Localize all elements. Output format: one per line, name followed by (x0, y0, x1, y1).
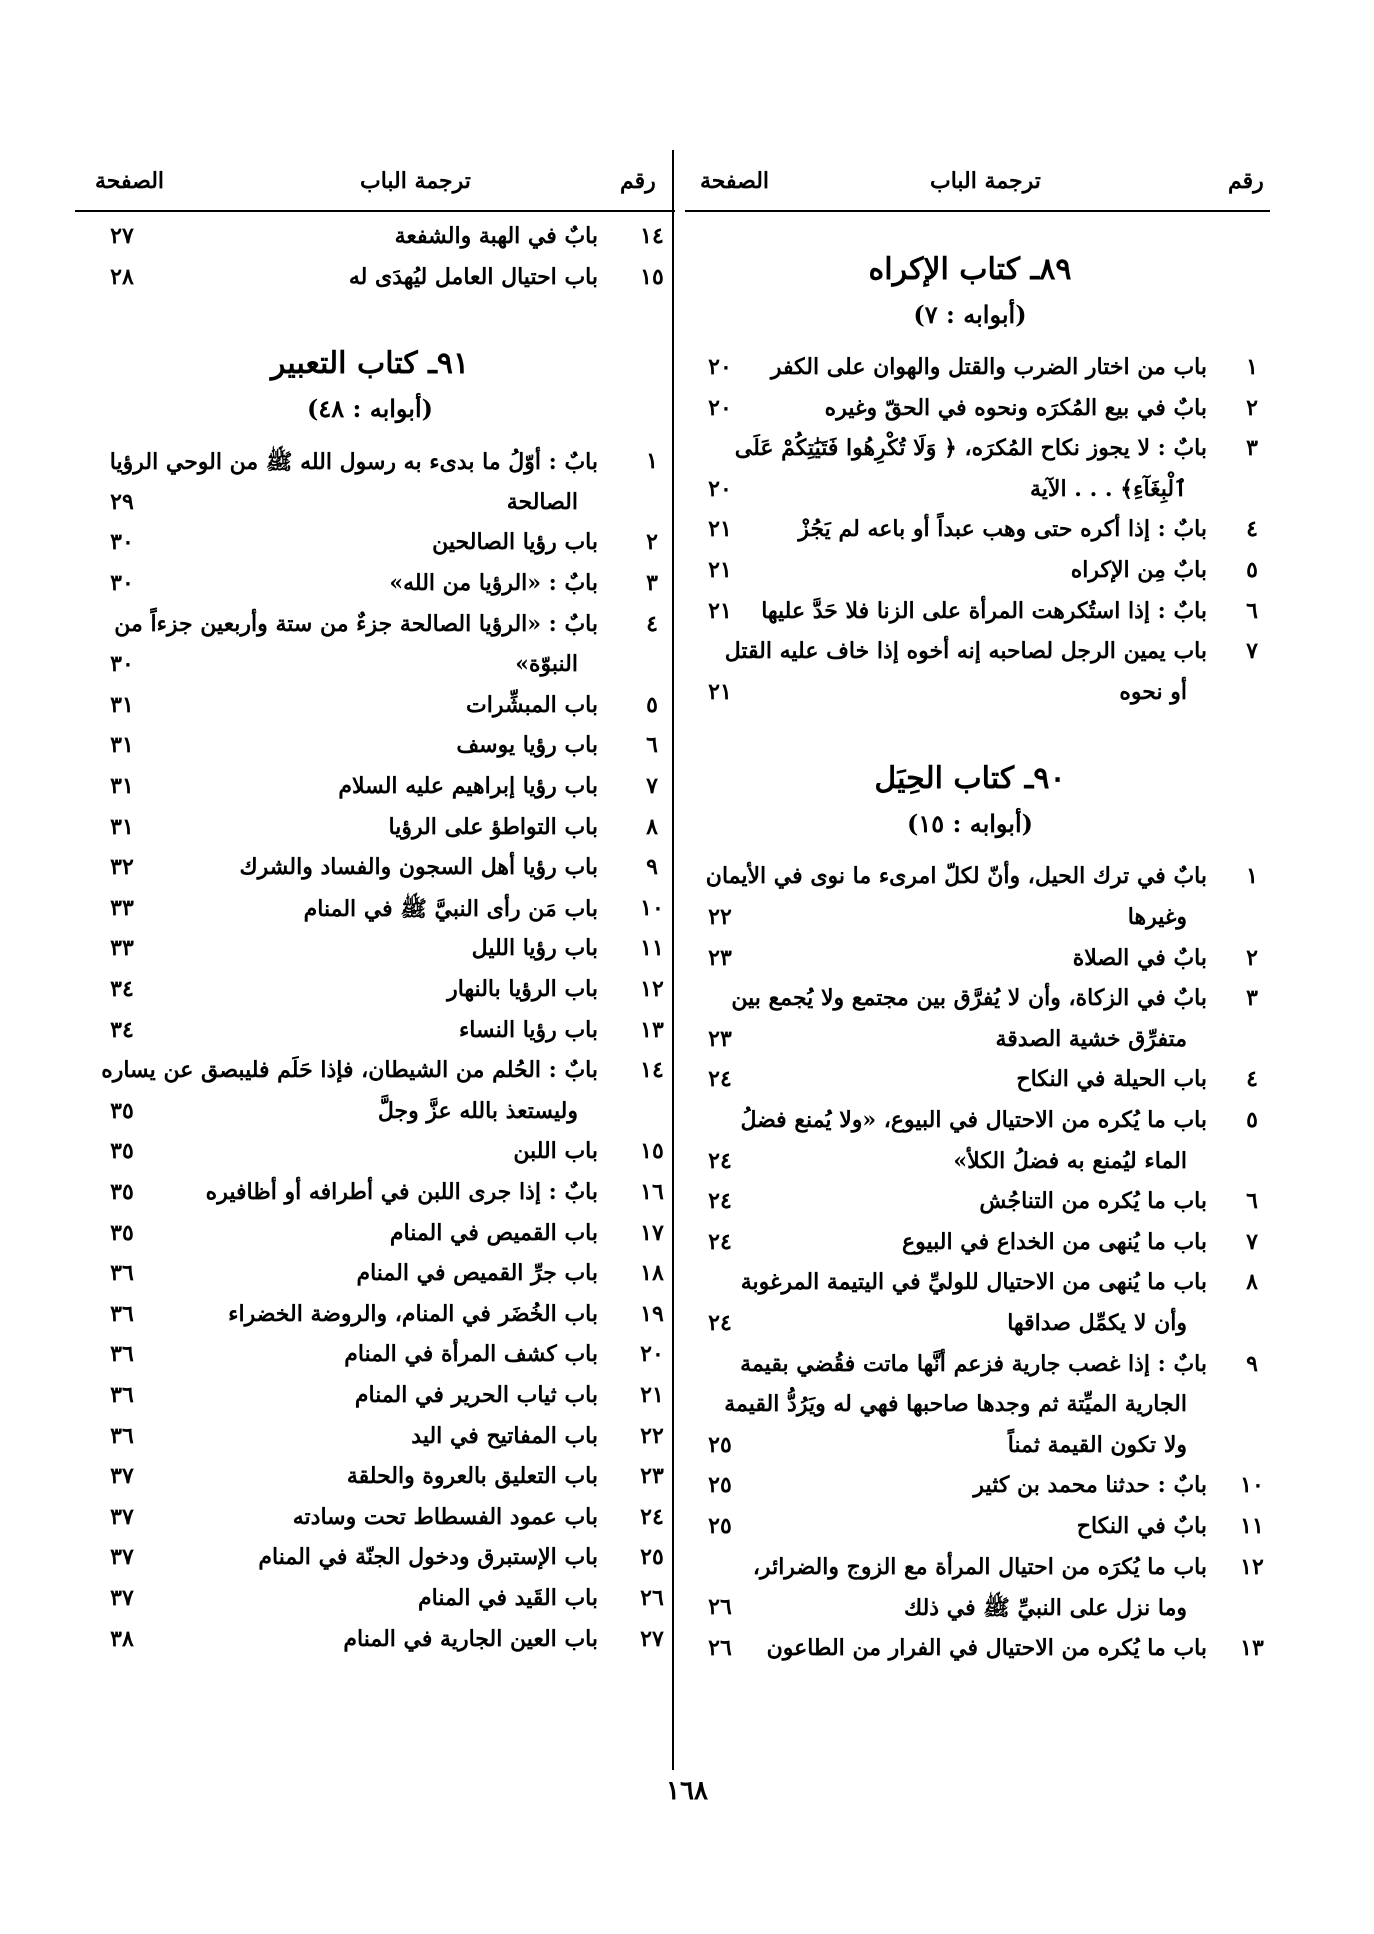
entry-page: ٢١ (708, 597, 732, 624)
entry-title: باب الخُضَر في المنام، والروضة الخضراء (228, 1300, 598, 1327)
entry-page: ٣٦ (110, 1300, 134, 1327)
entry-number: ١٣ (640, 1016, 664, 1043)
entry-number: ٢٦ (640, 1585, 664, 1611)
entry-title-continuation: أو نحوه (1119, 678, 1187, 705)
entry-page: ٢٩ (110, 488, 134, 515)
entry-page: ٢٠ (708, 354, 732, 380)
entry-page: ٢٨ (110, 263, 134, 290)
entry-number: ٣ (646, 570, 658, 596)
header-number-right: رقم (1228, 168, 1264, 194)
entry-number: ٤ (1246, 516, 1258, 543)
entry-title: باب مَن رأى النبيَّ ﷺ في المنام (303, 895, 598, 922)
entry-page: ٣٦ (110, 1422, 134, 1449)
entry-title: باب رؤيا أهل السجون والفساد والشرك (239, 854, 598, 881)
entry-number: ١٥ (640, 263, 664, 290)
entry-title: باب العين الجارية في المنام (343, 1625, 598, 1652)
entry-number: ٢٠ (640, 1341, 664, 1368)
entry-page: ٢٦ (708, 1634, 732, 1661)
entry-number: ٤ (646, 610, 658, 637)
entry-number: ١ (646, 448, 658, 475)
entry-page: ٢٣ (708, 944, 732, 971)
entry-number: ١ (1246, 863, 1258, 890)
header-number-left: رقم (620, 168, 656, 194)
entry-page: ٢٧ (110, 223, 134, 249)
entry-page: ٢٢ (708, 904, 732, 930)
entry-number: ٢ (1246, 944, 1258, 971)
entry-page: ٢٣ (708, 1025, 732, 1052)
page-number: ١٦٨ (666, 1776, 708, 1806)
entry-number: ٢١ (640, 1382, 664, 1408)
entry-number: ٢٧ (640, 1625, 664, 1652)
entry-page: ٣٠ (110, 570, 134, 596)
entry-title: باب القميص في المنام (389, 1219, 598, 1246)
entry-title: بابٌ : حدثنا محمد بن كثير (973, 1472, 1207, 1499)
entry-title: بابٌ في الزكاة، وأن لا يُفرَّق بين مجتمع ولا يُجمع بين (731, 985, 1207, 1012)
entry-number: ٨ (646, 813, 658, 840)
entry-page: ٢١ (708, 516, 732, 543)
entry-number: ٦ (1246, 1188, 1258, 1215)
entry-number: ٥ (646, 691, 658, 718)
entry-title: باب من اختار الضرب والقتل والهوان على الكفر (770, 354, 1207, 380)
entry-title-continuation: وأن لا يكمِّل صداقها (1007, 1310, 1187, 1336)
entry-number: ١ (1246, 354, 1258, 380)
entry-page: ٢٤ (708, 1066, 732, 1093)
entry-page: ٣٣ (110, 935, 134, 962)
entry-title: بابٌ في بيع المُكرَه ونحوه في الحقّ وغيره (824, 394, 1207, 421)
entry-title: باب الرؤيا بالنهار (447, 976, 598, 1002)
section-title: ٩١ـ كتاب التعبير (270, 346, 470, 382)
entry-page: ٣٧ (110, 1544, 134, 1571)
entry-number: ١٤ (640, 1057, 664, 1084)
entry-title: باب ما يُكره من الاحتيال في الفرار من الطاعون (766, 1634, 1207, 1661)
entry-page: ٣٤ (110, 1016, 134, 1043)
header-rule-right (685, 210, 1270, 212)
entry-title: بابٌ في ترك الحيل، وأنّ لكلّ امرىء ما نوى في الأيمان (705, 863, 1207, 890)
entry-title: بابٌ في النكاح (1076, 1513, 1207, 1539)
entry-title: باب عمود الفسطاط تحت وسادته (292, 1503, 598, 1530)
entry-title: باب ما يُنهى من الاحتيال للوليِّ في اليتيمة المرغوبة (740, 1269, 1207, 1296)
entry-title-continuation: ولا تكون القيمة ثمناً (1007, 1431, 1187, 1458)
entry-title: بابٌ في الصلاة (1072, 944, 1207, 971)
entry-number: ٥ (1246, 1107, 1258, 1133)
entry-number: ٦ (646, 732, 658, 759)
entry-title: باب ما يُنهى من الخداع في البيوع (902, 1228, 1207, 1255)
entry-page: ٣٨ (110, 1625, 134, 1652)
entry-title-continuation: الصالحة (506, 488, 578, 515)
section-subtitle: (أبوابه : ٤٨) (306, 394, 434, 424)
entry-number: ١٠ (640, 894, 664, 921)
entry-title: باب القَيد في المنام (418, 1585, 598, 1611)
entry-title-continuation: متفرِّق خشية الصدقة (995, 1025, 1187, 1052)
entry-number: ٢ (1246, 394, 1258, 421)
entry-number: ٥ (1246, 557, 1258, 583)
entry-title: باب التعليق بالعروة والحلقة (346, 1463, 598, 1490)
entry-page: ٣٧ (110, 1463, 134, 1490)
entry-number: ١٥ (640, 1138, 664, 1165)
entry-page: ٣٥ (110, 1138, 134, 1165)
entry-title: بابٌ : أوّلُ ما بدىء به رسول الله ﷺ من الوحي الرؤيا (109, 449, 598, 476)
entry-title-continuation: وغيرها (1127, 904, 1187, 930)
entry-title: بابٌ : الحُلم من الشيطان، فإذا حَلَم فليبصق عن يساره (101, 1057, 598, 1084)
entry-title: باب ما يُكره من الاحتيال في البيوع، «ولا يُمنع فضلُ (740, 1107, 1207, 1133)
entry-number: ٤ (1246, 1066, 1258, 1093)
entry-number: ٢ (646, 529, 658, 556)
entry-page: ٢٠ (708, 394, 732, 421)
header-page-left: الصفحة (95, 168, 165, 194)
entry-title: بابٌ : «الرؤيا من الله» (389, 570, 598, 596)
entry-page: ٢٥ (708, 1513, 732, 1539)
entry-title: باب ثياب الحرير في المنام (354, 1382, 598, 1408)
entry-title: بابٌ : لا يجوز نكاح المُكرَه، ﴿ وَلَا تُكْرِهُوا فَتَيَٰتِكُمْ عَلَى (734, 435, 1207, 462)
entry-title: باب رؤيا يوسف (456, 732, 598, 759)
entry-page: ٢٥ (708, 1431, 732, 1458)
entry-page: ٢٤ (708, 1188, 732, 1215)
entry-number: ١٣ (1240, 1634, 1264, 1661)
entry-number: ٢٣ (640, 1463, 664, 1490)
entry-page: ٢٥ (708, 1472, 732, 1499)
entry-page: ٣٤ (110, 976, 134, 1002)
entry-page: ٣٧ (110, 1503, 134, 1530)
column-divider (672, 150, 674, 1770)
entry-page: ٣٦ (110, 1260, 134, 1287)
entry-title: بابٌ في الهبة والشفعة (394, 223, 598, 249)
entry-title: باب ما يُكره من التناجُش (979, 1188, 1207, 1215)
entry-title: باب يمين الرجل لصاحبه إنه أخوه إذا خاف عليه القتل (724, 638, 1207, 665)
entry-title: باب المفاتيح في اليد (411, 1422, 598, 1449)
entry-number: ٩ (646, 854, 658, 881)
entry-title-continuation: الماء ليُمنع به فضلُ الكلأ» (953, 1147, 1187, 1174)
entry-number: ٦ (1246, 597, 1258, 624)
entry-title: باب التواطؤ على الرؤيا (388, 813, 598, 840)
entry-page: ٣٥ (110, 1097, 134, 1124)
entry-title-continuation: وليستعذ بالله عزَّ وجلَّ (377, 1097, 578, 1124)
entry-title: بابٌ مِن الإكراه (1070, 557, 1207, 583)
entry-page: ٣٠ (110, 529, 134, 556)
entry-page: ٣١ (110, 813, 134, 840)
entry-number: ١٧ (640, 1219, 664, 1246)
entry-page: ٣٦ (110, 1382, 134, 1408)
entry-title: باب رؤيا إبراهيم عليه السلام (338, 773, 598, 799)
entry-number: ٧ (1246, 638, 1258, 665)
entry-title-continuation: النبوّة» (515, 651, 578, 678)
section-title: ٩٠ـ كتاب الحِيَل (874, 761, 1066, 797)
entry-number: ٢٢ (640, 1422, 664, 1449)
entry-title-continuation: الجارية الميِّتة ثم وجدها صاحبها فهي له ويَرُدُّ القيمة (724, 1391, 1187, 1418)
entry-number: ١٠ (1240, 1472, 1264, 1499)
section-title: ٨٩ـ كتاب الإكراه (868, 252, 1072, 287)
entry-title: باب رؤيا النساء (458, 1016, 598, 1043)
entry-page: ٣٠ (110, 651, 134, 678)
entry-number: ١٤ (640, 223, 664, 249)
header-title-left: ترجمة الباب (360, 168, 471, 194)
entry-title: باب احتيال العامل ليُهدَى له (348, 263, 598, 290)
entry-page: ٢٤ (708, 1228, 732, 1255)
entry-title-continuation: ٱلْبِغَآءِ﴾ . . . الآية (1030, 475, 1187, 502)
section-subtitle: (أبوابه : ١٥) (906, 809, 1034, 839)
entry-number: ٢٤ (640, 1503, 664, 1530)
section-subtitle: (أبوابه : ٧) (913, 300, 1027, 329)
entry-title-continuation: وما نزل على النبيِّ ﷺ في ذلك (904, 1595, 1187, 1622)
entry-title: بابٌ : إذا غصب جارية فزعم أنَّها ماتت فقُضي بقيمة (740, 1350, 1207, 1377)
entry-page: ٣٥ (110, 1179, 134, 1205)
entry-page: ٢٤ (708, 1147, 732, 1174)
header-page-right: الصفحة (700, 168, 770, 194)
entry-page: ٣٦ (110, 1341, 134, 1368)
entry-number: ١٢ (640, 976, 664, 1002)
entry-title: باب رؤيا الصالحين (432, 529, 598, 556)
entry-page: ٢٦ (708, 1594, 732, 1621)
entry-number: ٨ (1246, 1269, 1258, 1296)
entry-number: ١٨ (640, 1260, 664, 1287)
entry-page: ٣١ (110, 732, 134, 759)
entry-title: باب الإستبرق ودخول الجنّة في المنام (258, 1544, 598, 1571)
entry-title: بابٌ : «الرؤيا الصالحة جزءٌ من ستة وأربعين جزءاً من (114, 610, 598, 637)
entry-title: بابٌ : إذا جرى اللبن في أطرافه أو أظافيره (205, 1179, 598, 1205)
entry-page: ٣١ (110, 691, 134, 718)
entry-number: ١١ (1240, 1513, 1264, 1539)
entry-page: ٢٠ (708, 475, 732, 502)
entry-title: بابٌ : إذا أكره حتى وهب عبداً أو باعه لم يَجُزْ (798, 516, 1207, 543)
entry-page: ٣٥ (110, 1219, 134, 1246)
entry-number: ١١ (640, 935, 664, 962)
entry-number: ٧ (646, 773, 658, 799)
entry-title: باب ما يُكرَه من احتيال المرأة مع الزوج والضرائر، (752, 1553, 1207, 1580)
entry-number: ٢٥ (640, 1544, 664, 1571)
header-rule-left (75, 210, 675, 212)
entry-number: ٣ (1246, 435, 1258, 462)
entry-title: باب المبشِّرات (466, 691, 598, 718)
entry-title: باب اللبن (513, 1138, 598, 1165)
entry-number: ١٦ (640, 1179, 664, 1205)
entry-page: ٣٧ (110, 1585, 134, 1611)
entry-page: ٣٣ (110, 894, 134, 921)
entry-title: بابٌ : إذا استُكرهت المرأة على الزنا فلا حَدَّ عليها (761, 597, 1207, 624)
entry-number: ٧ (1246, 1228, 1258, 1255)
entry-page: ٣٢ (110, 854, 134, 881)
entry-page: ٣١ (110, 773, 134, 799)
entry-number: ٣ (1246, 985, 1258, 1012)
entry-page: ٢١ (708, 557, 732, 583)
entry-title: باب جرِّ القميص في المنام (356, 1260, 598, 1287)
header-title-right: ترجمة الباب (930, 168, 1041, 194)
entry-title: باب الحيلة في النكاح (1016, 1066, 1207, 1093)
entry-number: ١٩ (640, 1300, 664, 1327)
entry-title: باب رؤيا الليل (471, 935, 598, 962)
entry-page: ٢١ (708, 678, 732, 705)
entry-number: ١٢ (1240, 1553, 1264, 1580)
entry-number: ٩ (1246, 1350, 1258, 1377)
entry-page: ٢٤ (708, 1310, 732, 1336)
entry-title: باب كشف المرأة في المنام (344, 1341, 598, 1368)
